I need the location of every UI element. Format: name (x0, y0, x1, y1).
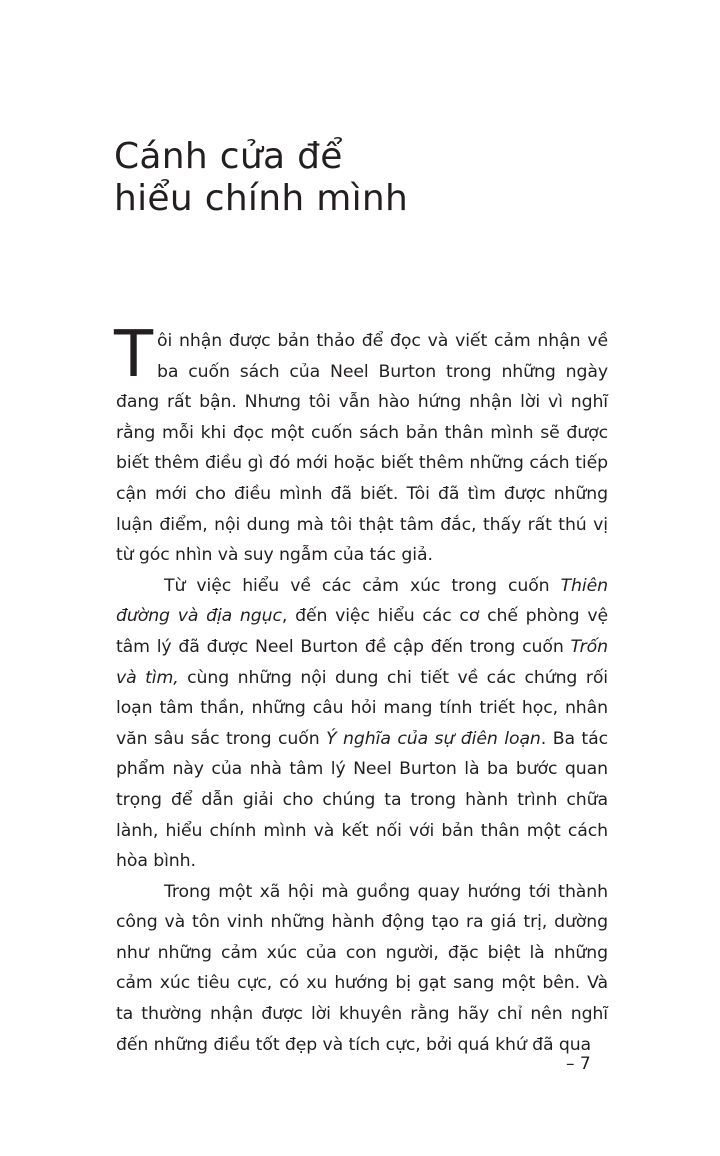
drop-cap: T (114, 318, 153, 392)
book-title-tron-va-tim: Trốn và tìm, (116, 636, 608, 688)
paragraph-2 (116, 571, 608, 877)
paragraph-2-text-d: . Ba tác phẩm này của nhà tâm lý Neel Burton là ba bước quan trọng để dẫn giải cho chúng ta trong hành trình chữa lành, hiểu chính mình và kết nối với bản thân một cách hòa bình. (116, 728, 608, 872)
paragraph-2-text-c: cùng những nội dung chi tiết về các chứng rối loạn tâm thần, những câu hỏi mang tính triết học, nhân văn sâu sắc trong cuốn (116, 667, 608, 749)
chapter-title-line-1: Cánh cửa để (114, 136, 343, 177)
chapter-title-line-2: hiểu chính mình (114, 178, 409, 219)
book-title-y-nghia: Ý nghĩa của sự điên loạn (326, 728, 541, 749)
page-number: – 7 (566, 1054, 591, 1074)
book-title-thien-duong: Thiên đường và địa ngục (116, 575, 608, 627)
chapter-body (114, 318, 608, 1060)
paragraph-1-text: ôi nhận được bản thảo để đọc và viết cảm nhận về ba cuốn sách của Neel Burton trong những ngày đang rất bận. Nhưng tôi vẫn hào hứng nhận lời vì nghĩ rằng mỗi khi đọc một cuốn sách bản thân mình sẽ được biết thêm điều gì đó mới hoặc biết thêm những cách tiếp cận mới cho điều mình đã biết. Tôi đã tìm được những luận điểm, nội dung mà tôi thật tâm đắc, thấy rất thú vị từ góc nhìn và suy ngẫm của tác giả. (116, 331, 608, 566)
chapter-title (114, 136, 408, 220)
paragraph-1 (114, 318, 608, 571)
paragraph-2-text-b: , đến việc hiểu các cơ chế phòng vệ tâm lý đã được Neel Burton đề cập đến trong cuốn (116, 606, 608, 657)
paragraph-3: Trong một xã hội mà guồng quay hướng tới thành công và tôn vinh những hành động tạo ra giá trị, dường như những cảm xúc của con người, đặc biệt là những cảm xúc tiêu cực, có xu hướng bị gạt sang một bên. Và ta thường nhận được lời khuyên rằng hãy chỉ nên nghĩ đến những điều tốt đẹp và tích cực, bởi quá khứ đã qua (116, 881, 608, 1055)
paragraph-2-text-a: Từ việc hiểu về các cảm xúc trong cuốn (164, 575, 561, 596)
